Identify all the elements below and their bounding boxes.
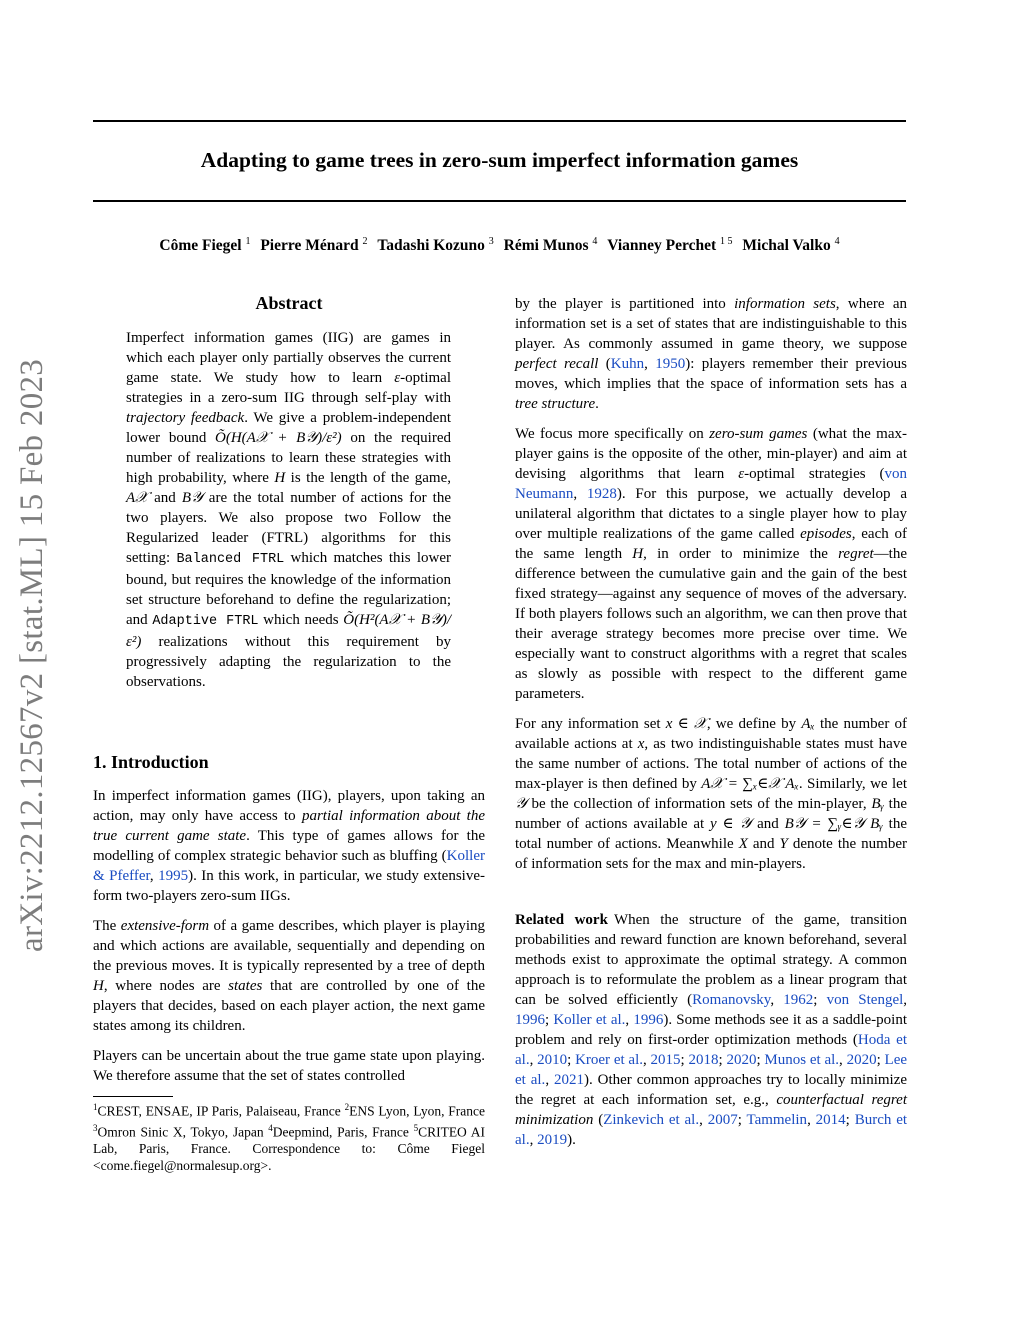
algorithm-name: Adaptive FTRL — [152, 614, 259, 629]
citation-link[interactable]: Hoda et al. — [515, 1032, 907, 1068]
author-affiliation: 3 — [488, 236, 494, 247]
citation-year-link[interactable]: 2014 — [815, 1112, 846, 1128]
author-list — [93, 236, 906, 255]
algorithm-name: Balanced FTRL — [176, 552, 285, 567]
citation-year-link[interactable]: 2018 — [688, 1052, 719, 1068]
citation-year-link[interactable]: 2015 — [650, 1052, 681, 1068]
author-name: Pierre Ménard — [260, 237, 359, 255]
author-name: Côme Fiegel — [159, 237, 242, 255]
citation-link[interactable]: Romanovsky — [692, 992, 771, 1008]
paper-title: Adapting to game trees in zero-sum imperfect information games — [200, 148, 799, 172]
author-affiliation: 1 — [245, 236, 251, 247]
header-rule-bottom — [93, 200, 906, 202]
abstract-heading: Abstract — [255, 293, 323, 313]
paragraph: The extensive-form of a game describes, which player is playing and which actions are available, sequentially and depending on the previous moves. It is typically represented by a tree of depth H, where nodes are states that are controlled by one of the players that decides, based on each player action, the next game states among its children. — [93, 918, 485, 1034]
citation-link[interactable]: Koller & Pfeffer — [93, 848, 485, 884]
citation-year-link[interactable]: 1996 — [633, 1012, 664, 1028]
author-name: Michal Valko — [742, 237, 831, 255]
citation-link[interactable]: Koller et al. — [553, 1012, 626, 1028]
citation-year-link[interactable]: 1928 — [586, 486, 617, 502]
author-affiliation: 4 — [592, 236, 598, 247]
paragraph: For any information set x ∈ 𝒳, we define by Aₓ the number of available actions at x, as two indistinguishable states must have the same number of actions. The total number of actions of the max-player is then defined by A𝒳 = ∑ₓ∈𝒳 Aₓ. Similarly, we let 𝒴 be the collection of information sets of the min-player, Bᵧ the number of actions available at y ∈ 𝒴 and B𝒴 = ∑ᵧ∈𝒴 Bᵧ the total number of actions. Meanwhile X and Y denote the number of information sets for the max and min-players. — [515, 716, 908, 872]
footnote-rule — [93, 1096, 173, 1097]
section-heading-introduction: 1. Introduction — [93, 752, 209, 772]
paragraph-related-work: Related work When the structure of the game, transition probabilities and reward function are known beforehand, several methods exist to approximate the optimal strategy. A common approach is to reformulate the problem as a linear program that can be solved efficiently (Romanovsky, 1962; von Stengel, 1996; Koller et al., 1996). Some methods see it as a saddle-point problem and rely on first-order optimization methods (Hoda et al., 2010; Kroer et al., 2015; 2018; 2020; Munos et al., 2020; Lee et al., 2021). Other common approaches try to locally minimize the regret at each information set, e.g., counterfactual regret minimization (Zinkevich et al., 2007; Tammelin, 2014; Burch et al., 2019). — [515, 912, 908, 1148]
author-affiliation: 2 — [362, 236, 368, 247]
author — [260, 237, 367, 254]
citation-year-link[interactable]: 1950 — [655, 356, 686, 372]
paragraph: In imperfect information games (IIG), players, upon taking an action, may only have access to partial information about the true current game state. This type of games allows for the modelling of complex strategic behavior such as bluffing (Koller & Pfeffer, 1995). In this work, in particular, we study extensive-form two-players zero-sum IIGs. — [93, 788, 485, 904]
affiliations-footnote: $^1$CREST, ENSAE, IP Paris, Palaiseau, France $^2$ENS Lyon, Lyon, France $^3$Omron Sinic X, Tokyo, Japan $^4$Deepmind, Paris, France $^5$CRITEO AI Lab, Paris, France. Correspondence to: Côme Fiegel <come.fiegel@normalesup.org>. — [93, 1102, 486, 1173]
author — [742, 237, 839, 254]
citation-year-link[interactable]: 2021 — [553, 1072, 584, 1088]
author-affiliation: 1 5 — [720, 236, 733, 247]
citation-link[interactable]: Tammelin — [746, 1112, 808, 1128]
paragraph: We focus more specifically on zero-sum games (what the max-player gains is the opposite of the other, min-player) and aim at devising algorithms that learn ε-optimal strategies (von Neumann, 1928). For this purpose, we actually develop a unilateral algorithm that dictates to a single player how to play over multiple realizations of the game called episodes, each of the same length H, in order to minimize the regret—the difference between the cumulative gain and the gain of the best fixed strategy—against any sequence of moves of the adversary. If both players follows such an algorithm, we can then prove that their average strategy becomes more precise over time. We especially want to construct algorithms with a regret that scales as slowly as possible with respect to the different game parameters. — [515, 426, 907, 702]
citation-year-link[interactable]: 2010 — [537, 1052, 568, 1068]
math-upper-bound: Õ(H²(A𝒳 + B𝒴)/ε²) — [126, 612, 451, 650]
abstract-body: Imperfect information games (IIG) are games in which each player only partially observes the current game state. We study how to learn ε-optimal strategies in a zero-sum IIG through self-play with trajectory feedback. We give a problem-independent lower bound Õ(H(A𝒳 + B𝒴)/ε²) on the required number of realizations to learn these strategies with high probability, where H is the length of the game, A𝒳 and B𝒴 are the total number of actions for the two players. We also propose two Follow the Regularized leader (FTRL) algorithms for this setting: Balanced FTRL which matches this lower bound, but requires the knowledge of the information set structure beforehand to define the regularization; and Adaptive FTRL which needs Õ(H²(A𝒳 + B𝒴)/ε²) realizations without this requirement by progressively adapting the regularization to the observations. — [126, 330, 451, 690]
left-column-body — [93, 786, 485, 1096]
arxiv-identifier-stamp: arXiv:2212.12567v2 [stat.ML] 15 Feb 2023 — [14, 358, 50, 952]
citation-link[interactable]: Burch et al. — [515, 1112, 908, 1148]
citation-year-link[interactable]: 2019 — [537, 1132, 568, 1148]
citation-link[interactable]: Lee et al. — [515, 1052, 908, 1088]
math-lower-bound: Õ(H(A𝒳 + B𝒴)/ε²) — [215, 430, 342, 446]
author-name: Rémi Munos — [503, 237, 589, 255]
citation-year-link[interactable]: 2020 — [846, 1052, 877, 1068]
citation-year-link[interactable]: 2007 — [707, 1112, 738, 1128]
citation-link[interactable]: Munos et al. — [764, 1052, 840, 1068]
citation-year-link[interactable]: 1996 — [515, 1012, 545, 1028]
right-column-body — [515, 294, 907, 1160]
citation-year-link[interactable]: 2020 — [726, 1052, 757, 1068]
math-epsilon: ε — [394, 370, 401, 386]
author-name: Tadashi Kozuno — [377, 237, 485, 255]
header-rule-top — [93, 120, 906, 122]
author-name: Vianney Perchet — [607, 237, 717, 255]
author — [607, 237, 732, 254]
citation-link[interactable]: Kuhn — [610, 356, 645, 372]
citation-link[interactable]: Kroer et al. — [575, 1052, 644, 1068]
author — [504, 237, 598, 254]
citation-link[interactable]: von Stengel — [826, 992, 904, 1008]
paragraph: Players can be uncertain about the true game state upon playing. We therefore assume that the set of states controlled — [93, 1048, 485, 1084]
citation-year-link[interactable]: 1962 — [783, 992, 814, 1008]
citation-year-link[interactable]: 1995 — [158, 868, 189, 884]
author-affiliation: 4 — [834, 236, 840, 247]
author — [159, 237, 250, 254]
paragraph: by the player is partitioned into information sets, where an information set is a set of states that are indistinguishable to this player. As commonly assumed in game theory, we suppose perfect recall (Kuhn, 1950): players remember their previous moves, which implies that the space of information sets has a tree structure. — [515, 296, 907, 412]
citation-link[interactable]: Zinkevich et al. — [603, 1112, 700, 1128]
author — [377, 237, 493, 254]
paragraph-lead-heading: Related work — [515, 912, 608, 928]
citation-link[interactable]: von Neumann — [515, 466, 907, 502]
